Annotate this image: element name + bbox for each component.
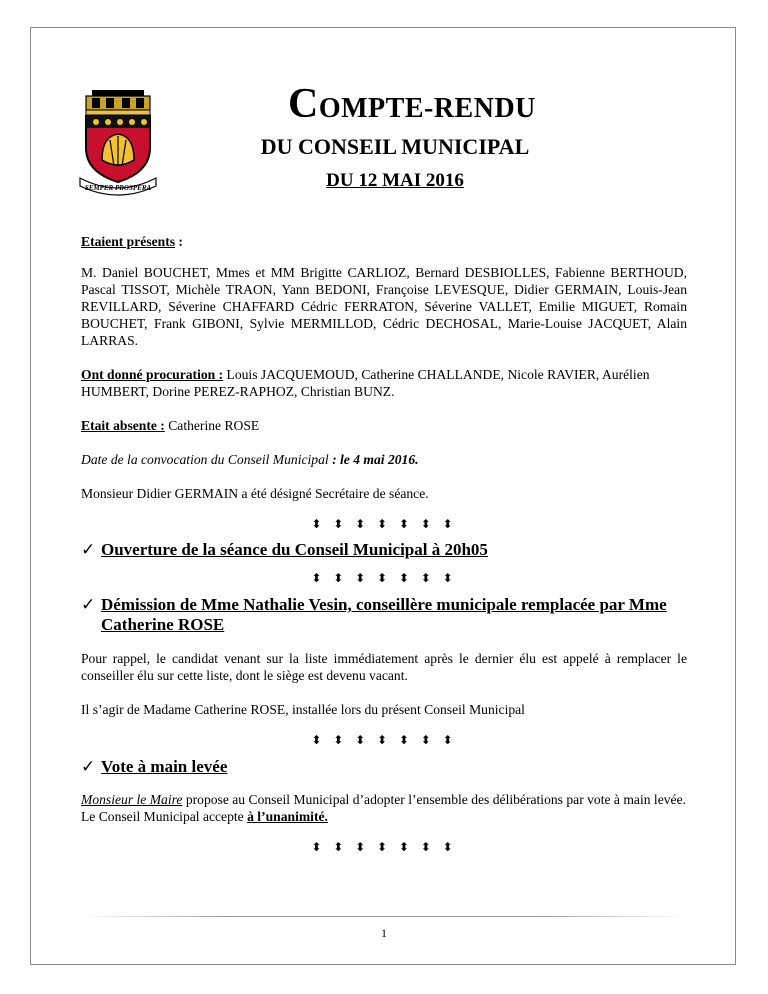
- section-demission-heading: [81, 595, 687, 635]
- ornament-separator: ⬍ ⬍ ⬍ ⬍ ⬍ ⬍ ⬍: [311, 517, 457, 531]
- vote-result-text: Le Conseil Municipal accepte: [81, 809, 248, 824]
- checkmark-icon: ✓: [81, 540, 96, 560]
- page-subtitle: DU CONSEIL MUNICIPAL: [260, 134, 530, 159]
- section-ouverture-title: Ouverture de la séance du Conseil Municipal à 20h05: [101, 540, 488, 559]
- footer-divider: [80, 916, 686, 917]
- section-ouverture-heading: [81, 540, 687, 560]
- procuration-label: Ont donné procuration: [81, 367, 219, 382]
- title-rest: OMPTE-RENDU: [318, 93, 536, 124]
- secretaire-line: Monsieur Didier GERMAIN a été désigné Secrétaire de séance.: [81, 486, 429, 501]
- page-title: [288, 80, 536, 128]
- procuration-line: [81, 366, 687, 400]
- demission-paragraph: Pour rappel, le candidat venant sur la liste immédiatement après le dernier élu est appelé à remplacer le conseiller élu sur cette liste, dont le siège est devenu vacant.: [81, 651, 687, 683]
- unanimite-text: à l’unanimité.: [247, 809, 328, 824]
- ornament-separator: ⬍ ⬍ ⬍ ⬍ ⬍ ⬍ ⬍: [311, 840, 457, 854]
- procuration-colon: :: [218, 367, 224, 382]
- checkmark-icon: ✓: [81, 757, 96, 777]
- procuration-names: Louis JACQUEMOUD, Catherine CHALLANDE, Nicole RAVIER, Aurélien HUMBERT, Dorine PEREZ-RAPHOZ, Christian BUNZ.: [81, 367, 650, 399]
- presents-label: Etaient présents: [81, 234, 176, 249]
- section-vote-heading: [81, 757, 687, 777]
- vote-text: propose au Conseil Municipal d’adopter l’ensemble des délibérations par vote à main levée.: [182, 792, 687, 807]
- convocation-text: Date de la convocation du Conseil Municipal: [81, 452, 329, 467]
- vote-paragraph: [81, 791, 687, 808]
- section-vote-title: Vote à main levée: [101, 757, 228, 776]
- ornament-separator: ⬍ ⬍ ⬍ ⬍ ⬍ ⬍ ⬍: [311, 571, 457, 585]
- presents-colon: :: [175, 234, 183, 249]
- presents-heading: [81, 233, 687, 250]
- maire-reference: Monsieur le Maire: [81, 792, 183, 807]
- crest-motto: SEMPER PROSPERA: [84, 184, 152, 192]
- page-number: 1: [381, 926, 387, 940]
- demission-paragraph-2: Il s’agir de Madame Catherine ROSE, installée lors du présent Conseil Municipal: [81, 702, 525, 717]
- absente-colon: :: [160, 418, 165, 433]
- meeting-date: DU 12 MAI 2016: [326, 170, 464, 191]
- absente-name: Catherine ROSE: [164, 418, 260, 433]
- absente-line: [81, 417, 687, 434]
- document-body: [81, 233, 687, 853]
- convocation-date: : le 4 mai 2016.: [328, 452, 419, 467]
- vote-result: [81, 808, 687, 825]
- presents-list: M. Daniel BOUCHET, Mmes et MM Brigitte CARLIOZ, Bernard DESBIOLLES, Fabienne BERTHOUD, Pascal TISSOT, Michèle TRAON, Yann BEDONI, Françoise LEVESQUE, Didier GERMAIN, Louis-Jean REVILLARD, Séverine CHAFFARD Cédric FERRATON, Séverine VALLET, Emilie MIGUET, Romain BOUCHET, Frank GIBONI, Sylvie MERMILLOD, Cédric DECHOSAL, Marie-Louise JACQUET, Alain LARRAS.: [81, 265, 687, 348]
- checkmark-icon: ✓: [81, 595, 96, 615]
- section-demission-title: Démission de Mme Nathalie Vesin, conseillère municipale remplacée par Mme Catherine ROSE: [101, 595, 667, 634]
- absente-label: Etait absente: [81, 418, 161, 433]
- title-initial: C: [288, 81, 319, 127]
- convocation-line: [81, 451, 687, 468]
- ornament-separator: ⬍ ⬍ ⬍ ⬍ ⬍ ⬍ ⬍: [311, 733, 457, 747]
